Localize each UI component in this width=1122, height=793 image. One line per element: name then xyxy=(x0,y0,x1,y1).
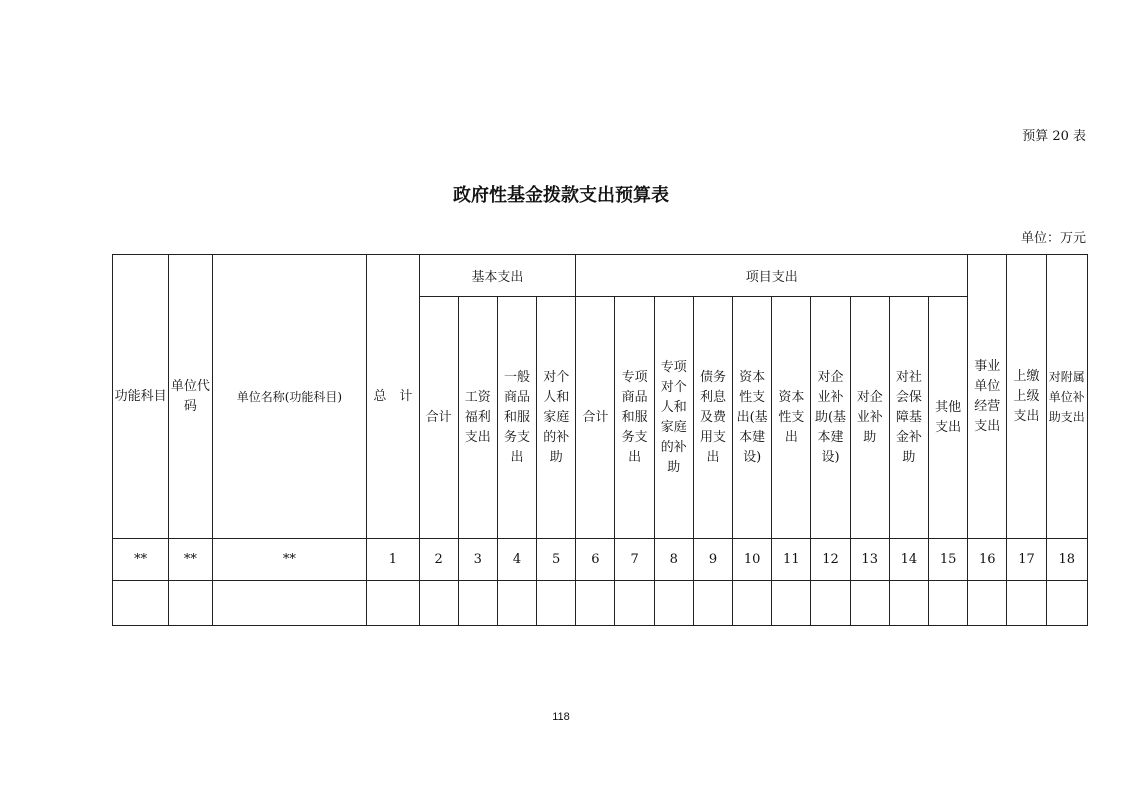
header-remit-superior: 上缴 上级 支出 xyxy=(1007,255,1046,539)
header-unit-name: 单位名称(功能科目) xyxy=(212,255,367,539)
empty-cell xyxy=(458,581,497,626)
index-cell: 8 xyxy=(654,539,693,581)
empty-cell xyxy=(576,581,615,626)
index-cell: ** xyxy=(113,539,169,581)
header-basic-col: 对个 人和 家庭 的补 助 xyxy=(537,297,576,539)
empty-cell xyxy=(654,581,693,626)
empty-cell xyxy=(113,581,169,626)
table-header-group-row xyxy=(113,255,1088,297)
header-business-ops: 事业 单位 经营 支出 xyxy=(968,255,1007,539)
empty-cell xyxy=(811,581,850,626)
index-cell: 15 xyxy=(928,539,967,581)
empty-cell xyxy=(497,581,536,626)
empty-cell xyxy=(537,581,576,626)
table-index-row xyxy=(113,539,1088,581)
empty-cell xyxy=(968,581,1007,626)
page-number: 118 xyxy=(552,711,570,723)
index-cell: 5 xyxy=(537,539,576,581)
header-basic-col: 合计 xyxy=(419,297,458,539)
empty-cell xyxy=(693,581,732,626)
header-subsidiary: 对附属 单位补 助支出 xyxy=(1046,255,1087,539)
index-cell: ** xyxy=(212,539,367,581)
empty-cell xyxy=(889,581,928,626)
table-number: 预算 20 表 xyxy=(1022,129,1086,144)
index-cell: 12 xyxy=(811,539,850,581)
empty-cell xyxy=(850,581,889,626)
unit-label: 单位：万元 xyxy=(1020,231,1086,246)
index-cell: 4 xyxy=(497,539,536,581)
empty-cell xyxy=(733,581,772,626)
header-group-project: 项目支出 xyxy=(576,255,968,297)
header-project-col: 债务 利息 及费 用支 出 xyxy=(693,297,732,539)
index-cell: 2 xyxy=(419,539,458,581)
page-title: 政府性基金拨款支出预算表 xyxy=(453,185,669,206)
empty-cell xyxy=(367,581,419,626)
empty-cell xyxy=(1046,581,1087,626)
budget-table xyxy=(112,254,1088,626)
empty-cell xyxy=(928,581,967,626)
index-cell: 1 xyxy=(367,539,419,581)
header-function-subject: 功能科目 xyxy=(113,255,169,539)
header-project-col: 对企 业补 助(基 本建 设) xyxy=(811,297,850,539)
index-cell: ** xyxy=(169,539,212,581)
index-cell: 9 xyxy=(693,539,732,581)
index-cell: 17 xyxy=(1007,539,1046,581)
index-cell: 3 xyxy=(458,539,497,581)
empty-cell xyxy=(419,581,458,626)
header-project-col: 其他 支出 xyxy=(928,297,967,539)
empty-cell xyxy=(212,581,367,626)
index-cell: 18 xyxy=(1046,539,1087,581)
header-project-col: 专项 商品 和服 务支 出 xyxy=(615,297,654,539)
header-project-col: 对企 业补 助 xyxy=(850,297,889,539)
header-basic-col: 工资 福利 支出 xyxy=(458,297,497,539)
empty-cell xyxy=(615,581,654,626)
index-cell: 14 xyxy=(889,539,928,581)
index-cell: 16 xyxy=(968,539,1007,581)
empty-cell xyxy=(1007,581,1046,626)
empty-cell xyxy=(169,581,212,626)
header-project-col: 合计 xyxy=(576,297,615,539)
header-group-basic: 基本支出 xyxy=(419,255,576,297)
table-empty-row xyxy=(113,581,1088,626)
index-cell: 7 xyxy=(615,539,654,581)
index-cell: 13 xyxy=(850,539,889,581)
header-project-col: 资本 性支 出 xyxy=(772,297,811,539)
empty-cell xyxy=(772,581,811,626)
header-total: 总 计 xyxy=(367,255,419,539)
header-project-col: 专项 对个 人和 家庭 的补 助 xyxy=(654,297,693,539)
header-project-col: 对社 会保 障基 金补 助 xyxy=(889,297,928,539)
header-project-col: 资本 性支 出(基 本建 设) xyxy=(733,297,772,539)
index-cell: 11 xyxy=(772,539,811,581)
index-cell: 10 xyxy=(733,539,772,581)
index-cell: 6 xyxy=(576,539,615,581)
header-basic-col: 一般 商品 和服 务支 出 xyxy=(497,297,536,539)
header-unit-code: 单位代 码 xyxy=(169,255,212,539)
